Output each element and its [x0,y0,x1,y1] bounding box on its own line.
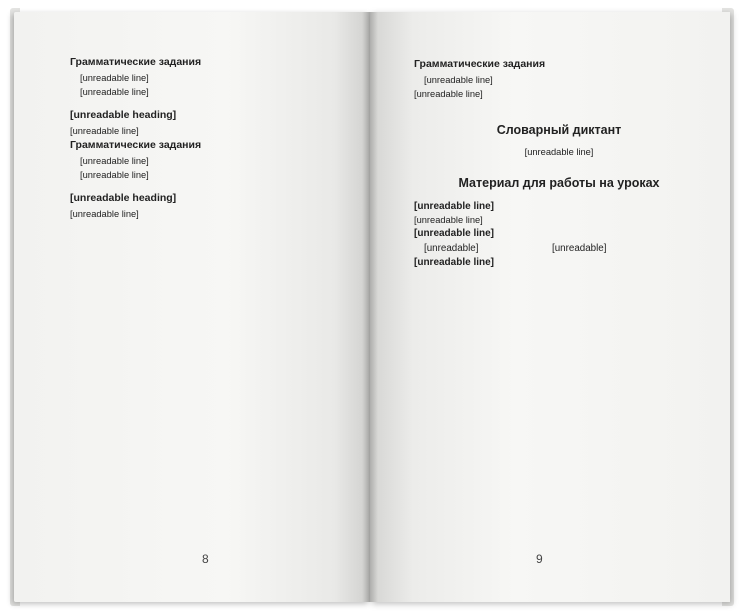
task-1-instructions-line: [unreadable line] [414,200,495,212]
left-grammar-title-1: Грамматические задания [70,56,202,68]
left-word-list-1: [unreadable line] [80,87,149,98]
page-number-left: 8 [202,552,209,566]
word-pairs-right-line: [unreadable] [552,242,607,254]
task-final-instructions-line: [unreadable line] [414,256,495,268]
task-1-items-line: [unreadable line] [414,215,483,226]
left-grammar-title-2: Грамматические задания [70,138,202,151]
task-final-instructions [414,256,704,270]
page-number-right: 9 [536,552,543,566]
materials-title: Материал для работы на уроках [458,175,660,190]
section-heading-etazhi-lesa: [unreadable heading] [70,192,177,205]
task-1-items [414,213,704,227]
right-grammar-tasks [414,73,704,87]
word-pairs-left [414,241,552,256]
dictation-words: [unreadable line] [524,147,594,158]
left-grammar-tasks-1 [70,71,344,85]
left-page [14,12,370,602]
left-grammar-tasks-1-line: [unreadable line] [80,73,149,83]
story-etazhi-lesa [70,207,344,221]
word-pairs-right [552,241,672,256]
dictation-title: Словарный диктант [496,123,622,138]
left-word-list-2: [unreadable line] [80,169,149,180]
word-pairs [414,241,704,256]
section-heading-semya: [unreadable heading] [70,109,177,122]
left-grammar-tasks-2-line: [unreadable line] [80,155,149,166]
story-semya-line: [unreadable line] [70,126,139,137]
task-2-instructions [414,227,704,241]
right-grammar-tasks-line: [unreadable line] [424,75,493,85]
left-grammar-tasks-2 [70,154,344,168]
right-page [370,12,730,602]
word-pairs-left-line: [unreadable] [424,242,479,254]
story-etazhi-lesa-line: [unreadable line] [70,209,139,220]
story-semya [70,124,344,138]
book-gutter-shadow [362,12,378,602]
task-1-instructions [414,200,704,214]
right-missing-letter-words: [unreadable line] [414,89,483,100]
right-grammar-title: Грамматические задания [414,58,546,70]
task-2-instructions-line: [unreadable line] [414,228,495,240]
